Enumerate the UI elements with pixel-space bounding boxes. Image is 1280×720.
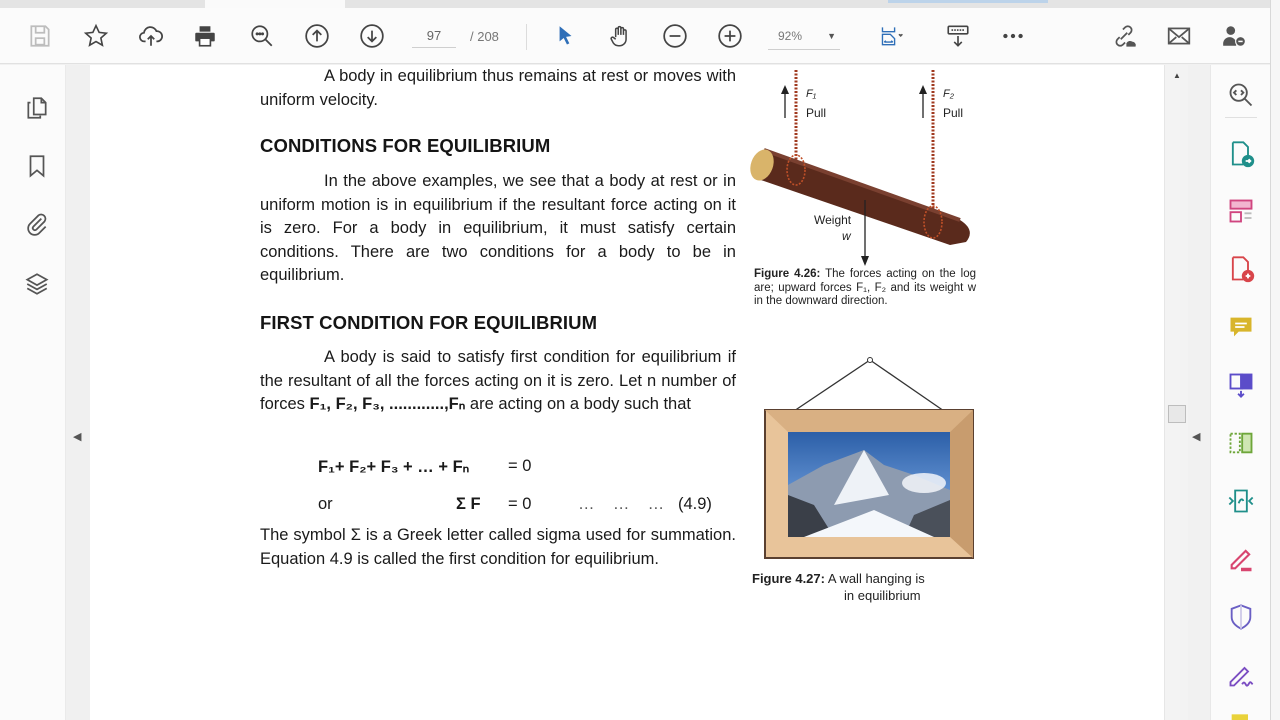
- scroll-mode-button[interactable]: [942, 20, 974, 52]
- figure-4-27-caption: Figure 4.27: A wall hanging is in equilibrium: [752, 571, 925, 603]
- more-options-button[interactable]: [997, 20, 1029, 52]
- organize-pages-tool-button[interactable]: [1225, 427, 1257, 459]
- zoom-in-button[interactable]: [714, 20, 746, 52]
- tools-divider: [1225, 117, 1257, 118]
- tab-strip: [0, 0, 1280, 8]
- left-gutter: [66, 65, 90, 720]
- scrollbar-thumb[interactable]: [1168, 405, 1186, 423]
- toolbar: [0, 8, 1280, 64]
- plus-circle-icon: [717, 23, 743, 49]
- label-f1: F₁: [806, 88, 817, 100]
- add-user-button[interactable]: [1218, 20, 1250, 52]
- more-icon: [1000, 23, 1026, 49]
- page-number-input[interactable]: 97: [412, 24, 456, 48]
- combine-files-icon: [1227, 371, 1255, 399]
- heading-conditions-for-equilibrium: CONDITIONS FOR EQUILIBRIUM: [260, 135, 551, 156]
- hand-tool-button[interactable]: [604, 20, 636, 52]
- request-signature-icon: [1227, 661, 1255, 689]
- find-button[interactable]: [246, 20, 278, 52]
- equation-sigma-rhs: = 0: [508, 495, 532, 513]
- tab-highlight: [888, 0, 1048, 3]
- scroll-up-icon[interactable]: ▲: [1173, 71, 1181, 80]
- equation-number: (4.9): [678, 495, 712, 513]
- arrow-up-circle-icon: [304, 23, 330, 49]
- paragraph-first-condition: [260, 346, 736, 417]
- bookmarks-button[interactable]: [22, 151, 52, 181]
- toolbar-divider: [526, 24, 527, 50]
- compress-pdf-tool-button[interactable]: [1225, 485, 1257, 517]
- figure-4-27-wall-hanging: [764, 355, 974, 560]
- page-navigator: [412, 22, 499, 50]
- paragraph-conditions: In the above examples, we see that a body at rest or in uniform motion is in equilibrium if the resultant force acting on it is zero. For a body in equilibrium, it must satisfy certain conditions. There are two conditions for a body to be in equilibrium.: [260, 172, 736, 284]
- zoom-out-button[interactable]: [659, 20, 691, 52]
- upload-button[interactable]: [135, 20, 167, 52]
- next-page-button[interactable]: [356, 20, 388, 52]
- heading-first-condition: FIRST CONDITION FOR EQUILIBRIUM: [260, 312, 598, 333]
- label-weight-symbol: w: [842, 229, 851, 243]
- edit-pdf-icon: [1227, 197, 1255, 225]
- comment-icon: [1227, 313, 1255, 341]
- right-tools-panel: [1210, 65, 1270, 720]
- export-pdf-tool-button[interactable]: [1225, 138, 1257, 170]
- document-page: [90, 65, 1164, 720]
- protect-icon: [1227, 603, 1255, 631]
- equation-sum-forces-rhs: = 0: [508, 457, 532, 475]
- page-thumbnails-icon: [24, 95, 50, 121]
- pointer-icon: [552, 23, 578, 49]
- minus-circle-icon: [662, 23, 688, 49]
- fit-page-button[interactable]: [870, 20, 914, 52]
- export-pdf-icon: [1227, 140, 1255, 168]
- protect-tool-button[interactable]: [1225, 601, 1257, 633]
- share-link-button[interactable]: [1108, 20, 1140, 52]
- print-button[interactable]: [189, 20, 221, 52]
- create-pdf-icon: [1227, 255, 1255, 283]
- compress-pdf-icon: [1227, 487, 1255, 515]
- first-condition-text-b: are acting on a body such that: [469, 395, 691, 413]
- label-f2: F₂: [943, 88, 954, 100]
- search-icon: [249, 23, 275, 49]
- collapse-right-panel-icon[interactable]: ◀: [1192, 431, 1201, 443]
- zoom-search-icon: [1227, 81, 1255, 109]
- paragraph-intro: A body in equilibrium thus remains at rest or moves with uniform velocity.: [260, 67, 736, 109]
- first-condition-text-a: A body is said to satisfy first condition for equilibrium if the resultant of all the forces acting on it is zero. Let n number of forces: [260, 348, 736, 413]
- page-thumbnails-button[interactable]: [22, 93, 52, 123]
- equation-sigma-lhs: Σ F: [456, 495, 481, 513]
- page-total: / 208: [470, 28, 499, 44]
- equation-or: or: [318, 495, 333, 513]
- arrow-down-circle-icon: [359, 23, 385, 49]
- request-signature-tool-button[interactable]: [1225, 659, 1257, 691]
- chevron-down-icon: ▼: [827, 30, 836, 41]
- figure-4-26-log: [750, 70, 980, 270]
- layers-icon: [24, 271, 50, 297]
- equation-dots: … … …: [578, 495, 665, 513]
- create-pdf-tool-button[interactable]: [1225, 253, 1257, 285]
- bookmark-star-button[interactable]: [80, 20, 112, 52]
- fit-page-icon: [879, 23, 905, 49]
- label-pull-1: Pull: [806, 106, 827, 120]
- label-weight: Weight: [814, 213, 852, 227]
- zoom-level-dropdown[interactable]: [768, 22, 840, 50]
- select-tool-button[interactable]: [549, 20, 581, 52]
- collapse-left-panel-icon[interactable]: ◀: [73, 431, 82, 443]
- star-icon: [83, 23, 109, 49]
- link-cloud-icon: [1111, 23, 1137, 49]
- more-tools-button[interactable]: [1225, 710, 1257, 720]
- zoom-level-value: 92%: [778, 28, 803, 43]
- paragraph-sigma: The symbol Σ is a Greek letter called sigma used for summation. Equation 4.9 is called the first condition for equilibrium.: [260, 526, 736, 568]
- previous-page-button[interactable]: [301, 20, 333, 52]
- equation-sum-forces-lhs: F₁+ F₂+ F₃ + … + Fₙ: [318, 458, 470, 476]
- forces-list: F₁, F₂, F₃, ............,Fₙ: [309, 395, 466, 413]
- fill-sign-icon: [1227, 545, 1255, 573]
- combine-files-tool-button[interactable]: [1225, 369, 1257, 401]
- save-button[interactable]: [24, 20, 56, 52]
- add-user-icon: [1221, 23, 1247, 49]
- label-pull-2: Pull: [943, 106, 964, 120]
- left-navigation-panel: [0, 65, 66, 720]
- layers-button[interactable]: [22, 269, 52, 299]
- window-edge: [1270, 0, 1280, 720]
- save-icon: [27, 23, 53, 49]
- mail-icon: [1166, 23, 1192, 49]
- email-button[interactable]: [1163, 20, 1195, 52]
- figure-4-26-caption: Figure 4.26: The forces acting on the log are; upward forces F₁, F₂ and its weight w in the downward direction.: [754, 268, 976, 307]
- print-icon: [192, 23, 218, 49]
- cloud-upload-icon: [138, 23, 164, 49]
- bookmarks-icon: [24, 153, 50, 179]
- more-tools-icon: [1227, 712, 1255, 720]
- zoom-search-tool-button[interactable]: [1225, 79, 1257, 111]
- tab-active[interactable]: [205, 0, 345, 8]
- comment-tool-button[interactable]: [1225, 311, 1257, 343]
- attachments-button[interactable]: [22, 209, 52, 239]
- fill-sign-tool-button[interactable]: [1225, 543, 1257, 575]
- attachments-icon: [24, 211, 50, 237]
- edit-pdf-tool-button[interactable]: [1225, 195, 1257, 227]
- organize-pages-icon: [1227, 429, 1255, 457]
- keyboard-scroll-icon: [945, 23, 971, 49]
- hand-icon: [607, 23, 633, 49]
- vertical-scrollbar[interactable]: [1164, 65, 1188, 720]
